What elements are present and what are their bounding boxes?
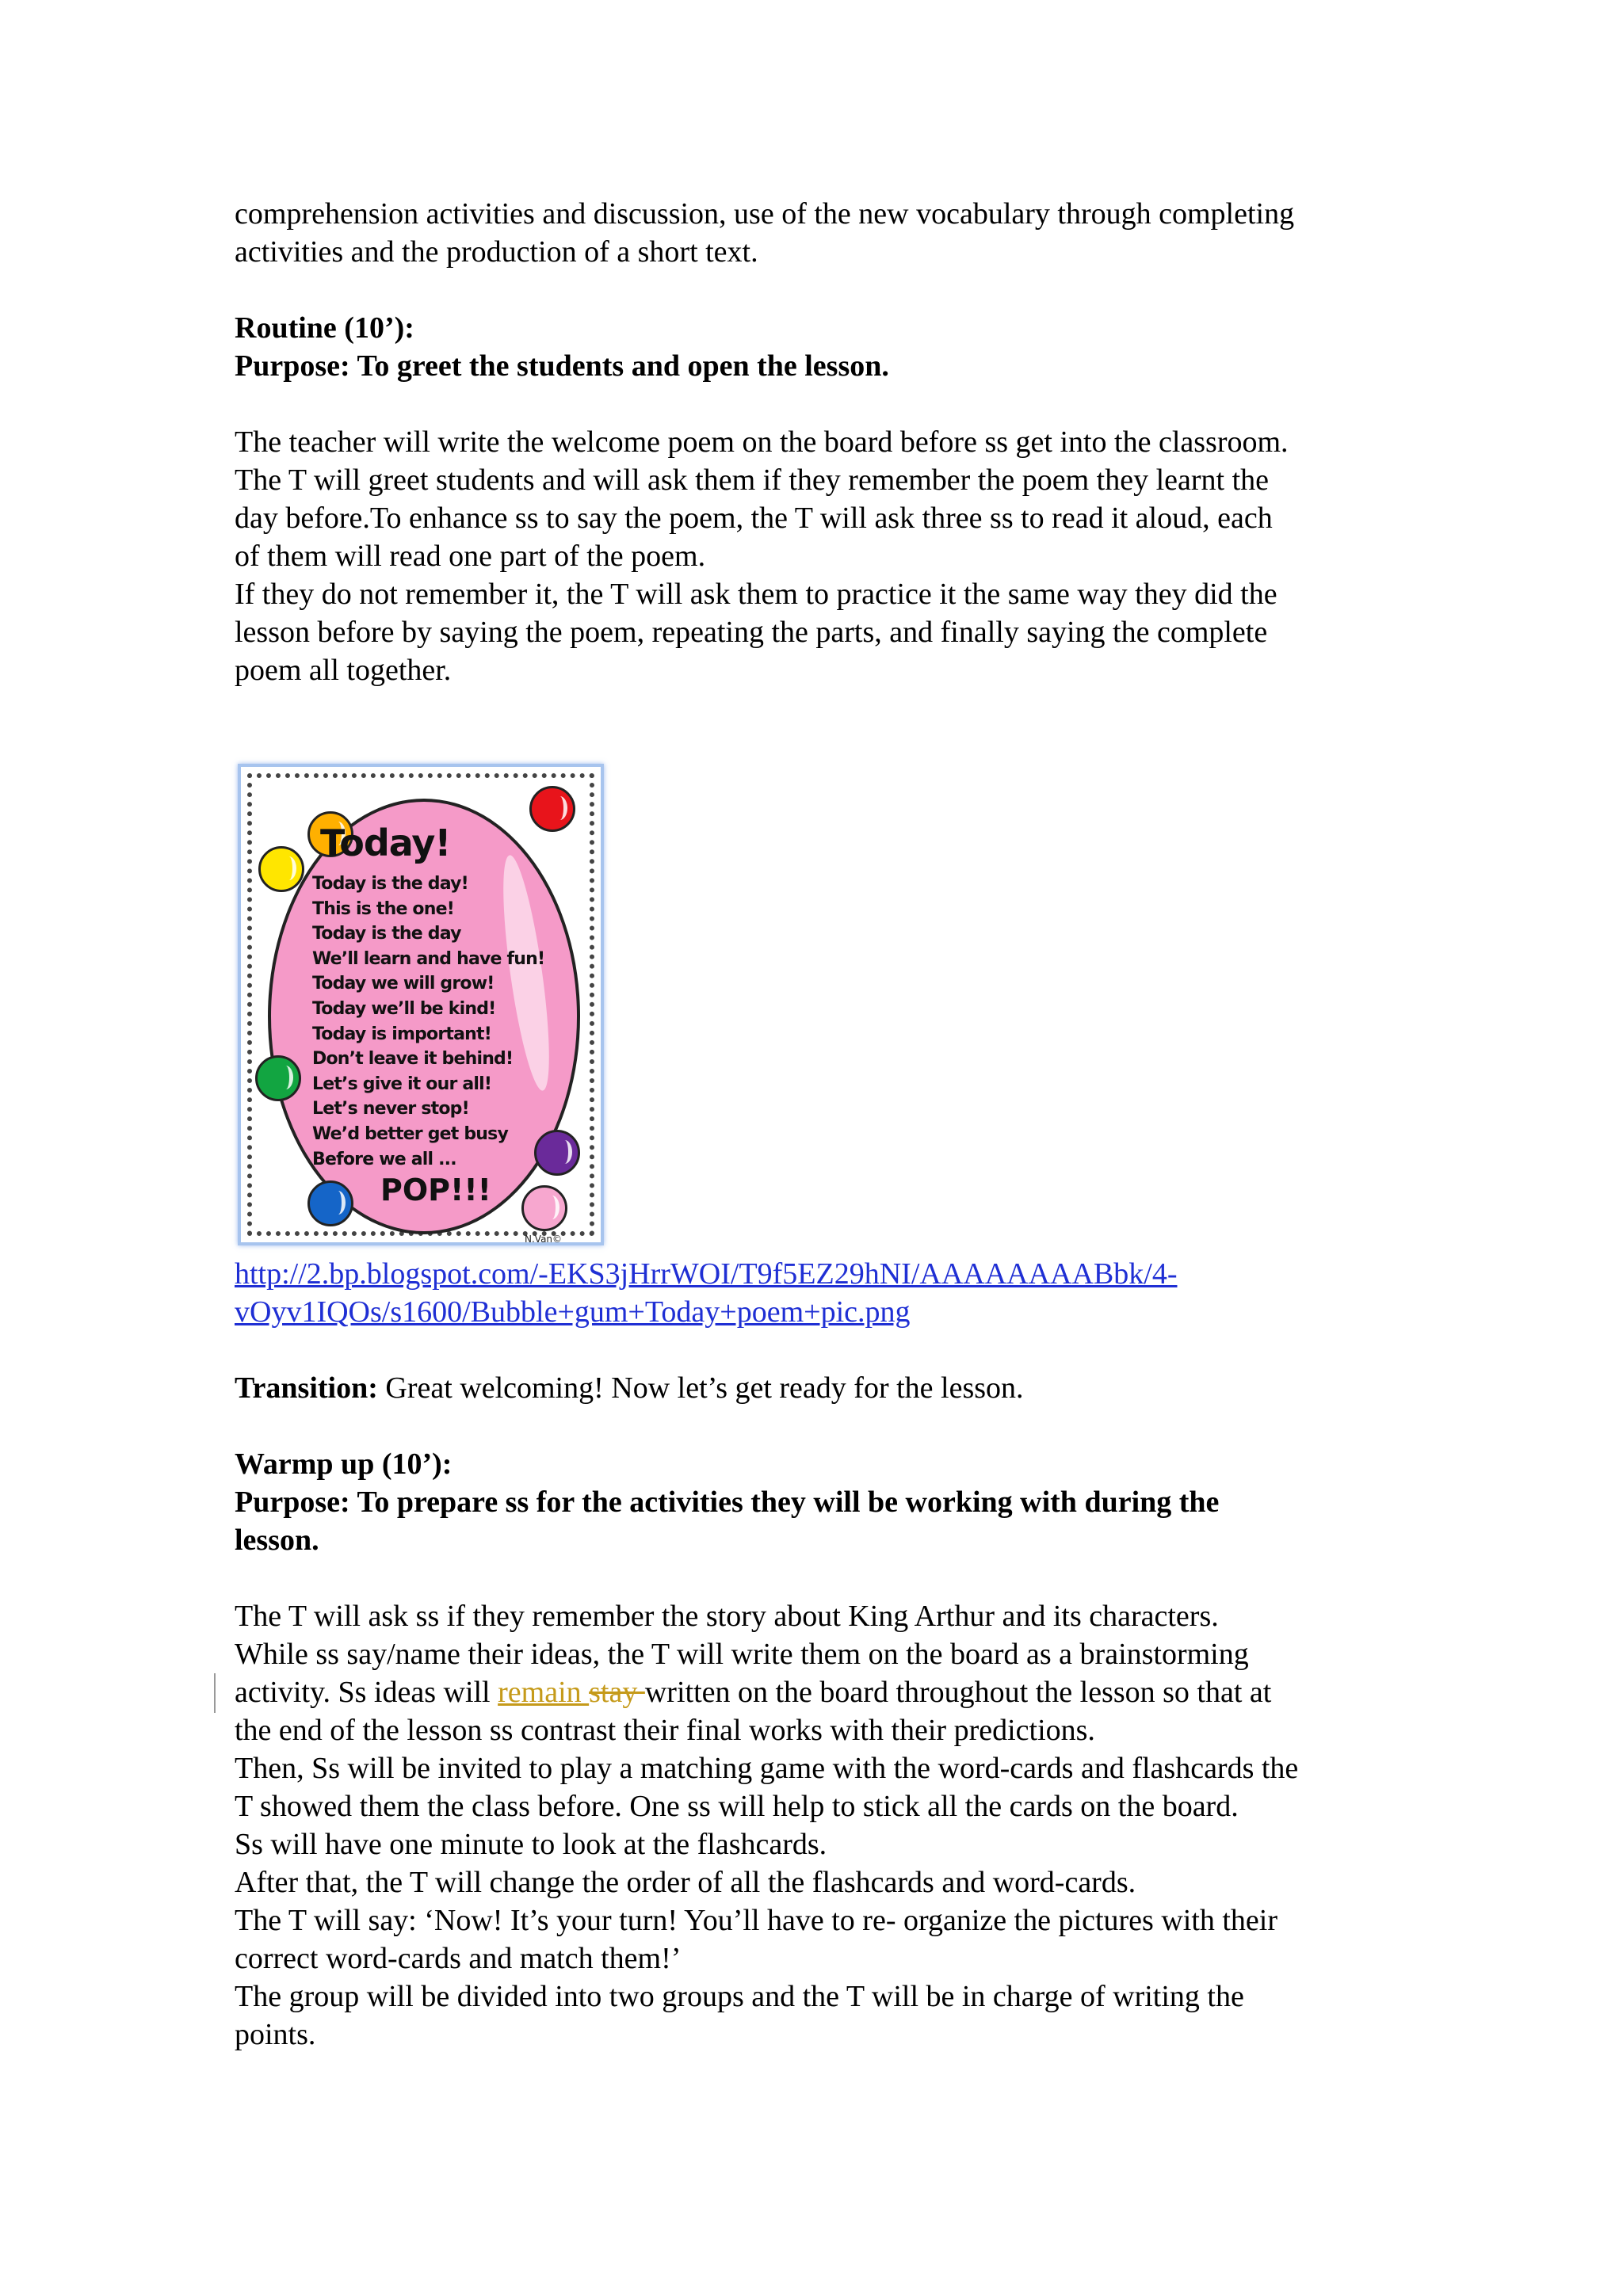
text-line: correct word-cards and match them!’ (235, 1942, 682, 1975)
source-link[interactable]: http://2.bp.blogspot.com/-EKS3jHrrWOI/T9f5EZ29hNI/AAAAAAAABbk/4- (235, 1257, 1178, 1291)
poem-line: Let’s give it our all! (312, 1074, 492, 1094)
inserted-text: remain (498, 1676, 590, 1709)
routine-paragraph (235, 423, 1407, 689)
poem-line: Don’t leave it behind! (312, 1049, 514, 1070)
warmup-purpose: lesson. (235, 1524, 319, 1557)
poem-line: Today we will grow! (312, 974, 495, 994)
text-line: The T will ask ss if they remember the story about King Arthur and its characters. (235, 1600, 1219, 1633)
transition-label: Transition: (235, 1371, 378, 1405)
text-line: T showed them the class before. One ss will help to stick all the cards on the board. (235, 1790, 1239, 1823)
intro-paragraph (235, 195, 1407, 271)
poem-line: Before we all ... (312, 1149, 456, 1169)
text-line: day before.To enhance ss to say the poem, the T will ask three ss to read it aloud, each (235, 502, 1273, 535)
poem-line: This is the one! (312, 898, 454, 919)
edit-after: written on the board throughout the lesson so that at (644, 1676, 1272, 1709)
warmup-heading: Warmp up (10’): (235, 1447, 453, 1481)
warmup-heading-block (235, 1445, 1407, 1559)
warmup-purpose: Purpose: To prepare ss for the activities they will be working with during the (235, 1486, 1220, 1519)
text-line: lesson before by saying the poem, repeating the parts, and finally saying the complete (235, 616, 1268, 649)
source-link[interactable]: vOyv1IQOs/s1600/Bubble+gum+Today+poem+pic.png (235, 1295, 911, 1329)
text-line: the end of the lesson ss contrast their final works with their predictions. (235, 1714, 1095, 1747)
yellow-gumball-icon (258, 846, 304, 892)
poem-pop: POP!!! (380, 1173, 491, 1207)
routine-purpose: Purpose: To greet the students and open the lesson. (235, 349, 889, 383)
text-line: points. (235, 2018, 316, 2051)
text-line: poem all together. (235, 654, 452, 687)
deleted-text: stay (589, 1676, 645, 1709)
text-line: After that, the T will change the order of all the flashcards and word-cards. (235, 1866, 1136, 1899)
warmup-paragraph (235, 1597, 1407, 2054)
green-gumball-icon (255, 1055, 301, 1101)
poem-line: Today is important! (312, 1024, 491, 1044)
poem-line: Today is the day! (312, 874, 468, 894)
text-line: activities and the production of a short text. (235, 235, 758, 269)
text-line-with-edit (235, 1673, 1407, 1711)
poem-lines (312, 871, 544, 1172)
text-line: Ss will have one minute to look at the flashcards. (235, 1828, 827, 1861)
text-line: The T will say: ‘Now! It’s your turn! You’ll have to re- organize the pictures with their (235, 1904, 1278, 1937)
poem-title: Today! (320, 822, 451, 864)
text-line: Then, Ss will be invited to play a matching game with the word-cards and flashcards the (235, 1752, 1299, 1785)
routine-heading-block (235, 309, 1407, 385)
change-bar (214, 1673, 216, 1713)
text-line: of them will read one part of the poem. (235, 540, 706, 573)
poem-line: We’d better get busy (312, 1123, 508, 1144)
poem-line: Today we’ll be kind! (312, 998, 496, 1019)
text-line: The T will greet students and will ask them if they remember the poem they learnt the (235, 463, 1270, 497)
poem-line: We’ll learn and have fun! (312, 948, 545, 969)
poem-line: Today is the day (312, 924, 461, 944)
poem-line: Let’s never stop! (312, 1099, 469, 1119)
text-line: The teacher will write the welcome poem on the board before ss get into the classroom. (235, 425, 1289, 459)
today-poem-poster (238, 764, 604, 1245)
source-link-block (235, 1255, 1407, 1331)
text-line: The group will be divided into two groups and the T will be in charge of writing the (235, 1980, 1244, 2013)
red-gumball-icon (529, 786, 575, 832)
transition-paragraph (235, 1369, 1407, 1407)
poster-credit: N.Van© (525, 1234, 563, 1245)
text-line: While ss say/name their ideas, the T will write them on the board as a brainstorming (235, 1638, 1249, 1671)
text-line: comprehension activities and discussion, use of the new vocabulary through completing (235, 197, 1295, 231)
routine-heading: Routine (10’): (235, 311, 414, 345)
transition-text: Great welcoming! Now let’s get ready for the lesson. (377, 1371, 1024, 1405)
edit-before: activity. Ss ideas will (235, 1676, 498, 1709)
text-line: If they do not remember it, the T will ask them to practice it the same way they did the (235, 578, 1277, 611)
blue-gumball-icon (307, 1180, 353, 1226)
